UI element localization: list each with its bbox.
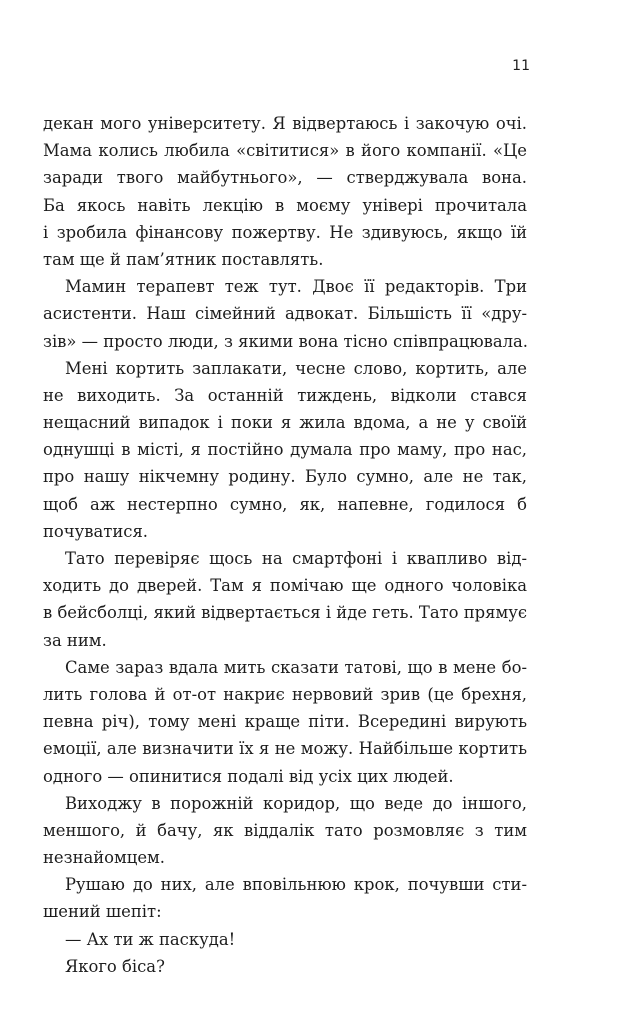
text-line: певна річ), тому мені краще піти. Всередині вирують — [43, 712, 527, 732]
text-line: Тато перевіряє щось на смартфоні і квапливо від- — [65, 549, 527, 568]
text-line: почуватися. — [43, 521, 148, 541]
text-line: нещасний випадок і поки я жила вдома, а не у своїй — [43, 413, 527, 433]
text-line: Мама колись любила «світитися» в його компанії. «Це — [43, 141, 527, 161]
text-line: однушці в місті, я постійно думала про маму, про нас, — [43, 440, 527, 460]
text-line: емоції, але визначити їх я не можу. Найбільше кортить — [43, 739, 527, 759]
text-line: асистенти. Наш сімейний адвокат. Більшість її «дру- — [43, 304, 527, 324]
text-line: меншого, й бачу, як віддалік тато розмовляє з тим — [43, 820, 527, 840]
text-line: декан мого університету. Я відвертаюсь і закочую очі. — [43, 114, 527, 133]
body-text — [43, 110, 527, 980]
text-line: шений шепіт: — [43, 902, 162, 922]
page-number: 11 — [512, 58, 530, 74]
text-line: лить голова й от-от накриє нервовий зрив (це брехня, — [43, 684, 527, 704]
text-line: Мамин терапевт теж тут. Двоє її редакторів. Три — [65, 277, 527, 297]
text-line: зів» — просто люди, з якими вона тісно співпрацювала. — [43, 331, 528, 351]
text-line: — Ах ти ж паскуда! — [65, 929, 236, 949]
text-line: одного — опинитися подалі від усіх цих людей. — [43, 766, 454, 786]
text-line: Саме зараз вдала мить сказати татові, що в мене бо- — [65, 657, 527, 677]
text-line: Мені кортить заплакати, чесне слово, кортить, але — [65, 358, 527, 378]
text-line: незнайомцем. — [43, 848, 166, 868]
text-line: за ним. — [43, 630, 107, 650]
text-line: Якого біса? — [65, 956, 165, 976]
text-line: Ба якось навіть лекцію в моєму універі прочитала — [43, 195, 527, 215]
text-line: заради твого майбутнього», — стверджувала вона. — [43, 168, 527, 188]
text-line: не виходить. За останній тиждень, відколи стався — [43, 385, 527, 405]
text-line: про нашу нікчемну родину. Було сумно, але не так, — [43, 467, 527, 487]
text-line: там ще й пам’ятник поставлять. — [43, 249, 324, 269]
text-line: Виходжу в порожній коридор, що веде до іншого, — [65, 793, 527, 813]
text-line: Рушаю до них, але вповільнюю крок, почувши сти- — [65, 875, 527, 895]
text-line: в бейсболці, який відвертається і йде геть. Тато прямує — [43, 603, 528, 623]
text-line: і зробила фінансову пожертву. Не здивуюсь, якщо їй — [43, 222, 527, 242]
text-line: щоб аж нестерпно сумно, як, напевне, годилося б — [43, 494, 527, 514]
text-line: ходить до дверей. Там я помічаю ще одного чоловіка — [43, 576, 527, 596]
